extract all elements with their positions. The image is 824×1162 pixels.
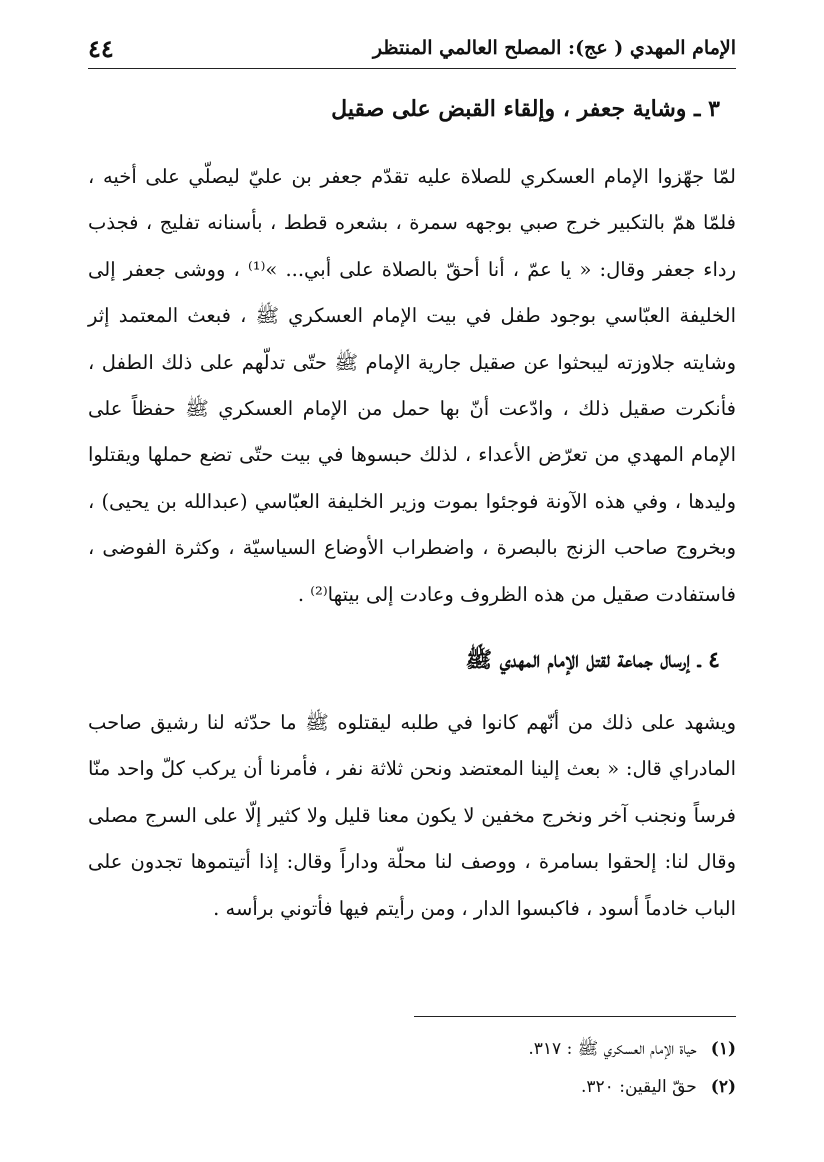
footnote-divider	[414, 1016, 736, 1017]
section-heading-3: ٣ ـ وشاية جعفر ، وإلقاء القبض على صقيل	[331, 96, 720, 122]
page-number: ٤٤	[88, 33, 114, 63]
page-header	[88, 28, 736, 69]
section-4-body	[88, 700, 736, 932]
section-3-paragraph: لمّا جهّزوا الإمام العسكري للصلاة عليه تقدّم جعفر بن عليّ ليصلّي على أخيه ، فلمّا همّ بالتكبير خرج صبي بوجهه سمرة ، بشعره قطط ، بأسنانه تفليج ، فجذب رداء جعفر وقال: « يا عمّ ، أنا أحقّ بالصلاة على أبي... »⁽¹⁾ ، ووشى جعفر إلى الخليفة العبّاسي بوجود طفل في بيت الإمام العسكري ﷺ ، فبعث المعتمد إثر وشايته جلاوزته ليبحثوا عن صقيل جارية الإمام ﷺ حتّى تدلّهم على ذلك الطفل ، فأنكرت صقيل ذلك ، وادّعت أنّ بها حمل من الإمام العسكري ﷺ حفظاً على الإمام المهدي من تعرّض الأعداء ، لذلك حبسوها في بيت حتّى تضع حملها ويقتلوا وليدها ، وفي هذه الآونة فوجئوا بموت وزير الخليفة العبّاسي (عبدالله بن يحيى) ، وبخروج صاحب الزنج بالبصرة ، واضطراب الأوضاع السياسيّة ، وكثرة الفوضى ، فاستفادت صقيل من هذه الظروف وعادت إلى بيتها⁽²⁾ .	[88, 165, 736, 606]
footnote-text: حقّ اليقين: ٣٢٠.	[581, 1077, 697, 1097]
footnote-text: حياة الإمام العسكري ﷺ : ٣١٧.	[528, 1039, 697, 1059]
footnote-number: (١)	[710, 1039, 736, 1059]
section-4-paragraph: ويشهد على ذلك من أنّهم كانوا في طلبه ليقتلوه ﷺ ما حدّثه لنا رشيق صاحب المادراي قال: « بعث إلينا المعتضد ونحن ثلاثة نفر ، فأمرنا أن يركب كلّ واحد منّا فرساً ونجنب آخر ونخرج مخفين لا يكون معنا قليل ولا كثير إلّا على السرج مصلى وقال لنا: إلحقوا بسامرة ، ووصف لنا محلّة وداراً وقال: إذا أتيتموها تجدون على الباب خادماً أسود ، فاكبسوا الدار ، ومن رأيتم فيها فأتوني برأسه .	[88, 711, 736, 920]
footnote-1	[88, 1030, 736, 1068]
section-3-body	[88, 154, 736, 618]
running-title: الإمام المهدي ( عج): المصلح العالمي المنتظر	[372, 37, 736, 59]
section-heading-4: ٤ ـ إرسال جماعة لقتل الإمام المهدي ﷺ	[465, 647, 720, 673]
footnote-number: (٢)	[710, 1077, 736, 1097]
footnotes	[88, 1030, 736, 1106]
footnote-2	[88, 1068, 736, 1106]
